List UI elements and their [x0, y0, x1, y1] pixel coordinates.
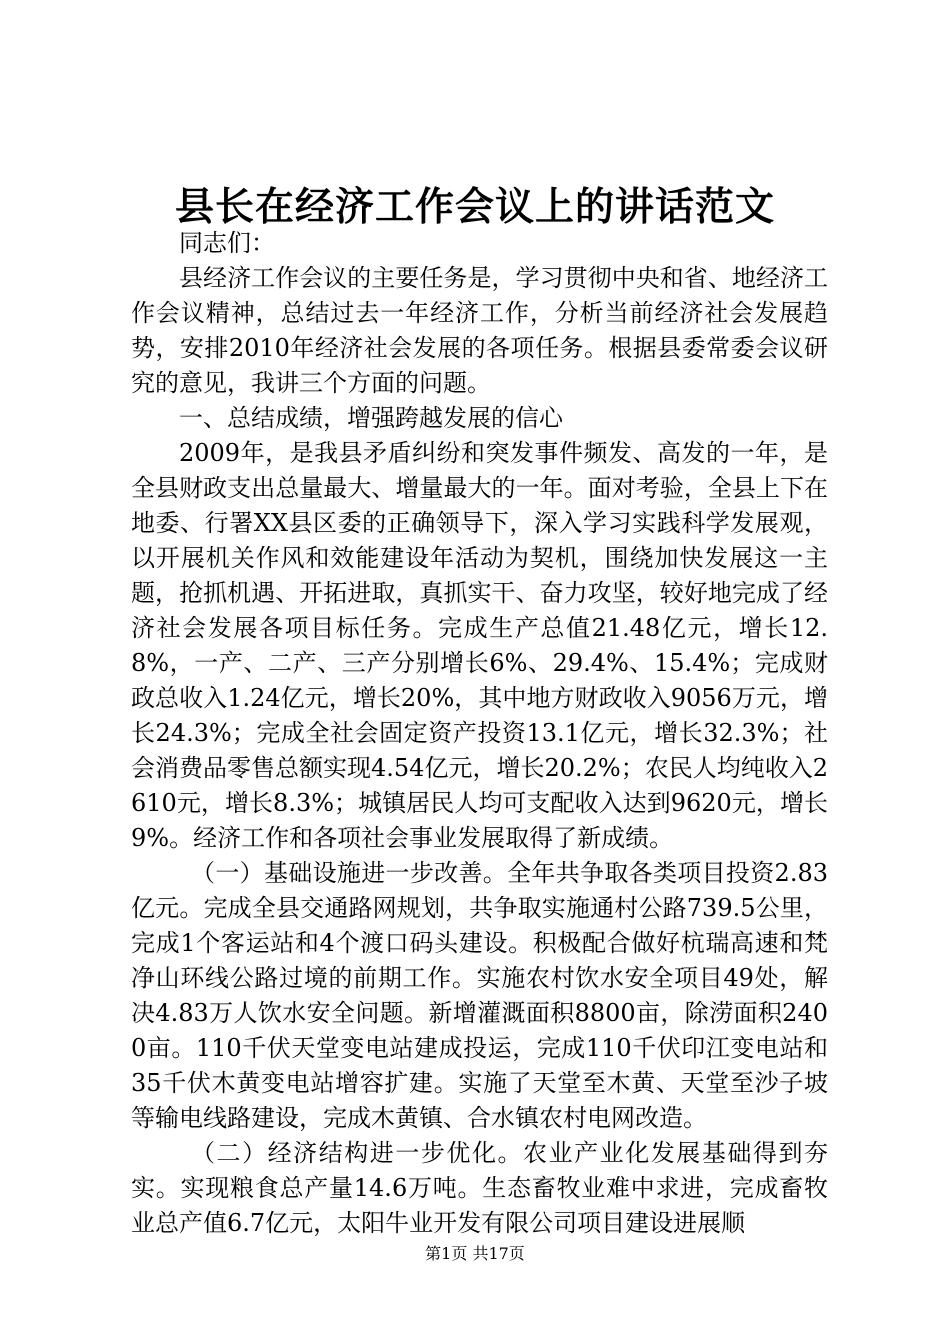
document-title: 县长在经济工作会议上的讲话范文: [174, 184, 775, 230]
paragraph-2009-summary: 2009年，是我县矛盾纠纷和突发事件频发、高发的一年，是全县财政支出总量最大、增量最大的一年。面对考验，全县上下在地委、行署XX县区委的正确领导下，深入学习实践科学发展观，以开展机关作风和效能建设年活动为契机，围绕加快发展这一主题，抢抓机遇、开拓进取，真抓实干、奋力攻坚，较好地完成了经济社会发展各项目标任务。完成生产总值21.48亿元，增长12.8%，一产、二产、三产分别增长6%、29.4%、15.4%；完成财政总收入1.24亿元，增长20%，其中地方财政收入9056万元，增长24.3%；完成全社会固定资产投资13.1亿元，增长32.3%；社会消费品零售总额实现4.54亿元，增长20.2%；农民人均纯收入2610元，增长8.3%；城镇居民人均可支配收入达到9620元，增长9%。经济工作和各项社会事业发展取得了新成绩。: [131, 439, 828, 852]
page-footer: [0, 1243, 950, 1265]
page-number: 第1页 共17页: [425, 1244, 525, 1263]
paragraph-economic-structure: （二）经济结构进一步优化。农业产业化发展基础得到夯实。实现粮食总产量14.6万吨。生态畜牧业难中求进，完成畜牧业总产值6.7亿元，太阳牛业开发有限公司项目建设进展顺: [131, 1139, 828, 1237]
section-heading-1: 一、总结成绩，增强跨越发展的信心: [179, 404, 563, 432]
paragraph-intro: 县经济工作会议的主要任务是，学习贯彻中央和省、地经济工作会议精神，总结过去一年经济工作，分析当前经济社会发展趋势，安排2010年经济社会发展的各项任务。根据县委常委会议研究的意见，我讲三个方面的问题。: [131, 264, 828, 397]
document-body: [131, 226, 828, 1241]
paragraph-infrastructure: （一）基础设施进一步改善。全年共争取各类项目投资2.83亿元。完成全县交通路网规划，共争取实施通村公路739.5公里，完成1个客运站和4个渡口码头建设。积极配合做好杭瑞高速和梵净山环线公路过境的前期工作。实施农村饮水安全项目49处，解决4.83万人饮水安全问题。新增灌溉面积8800亩，除涝面积2400亩。110千伏天堂变电站建成投运，完成110千伏印江变电站和35千伏木黄变电站增容扩建。实施了天堂至木黄、天堂至沙子坡等输电线路建设，完成木黄镇、合水镇农村电网改造。: [131, 859, 828, 1132]
salutation: 同志们：: [179, 229, 275, 257]
